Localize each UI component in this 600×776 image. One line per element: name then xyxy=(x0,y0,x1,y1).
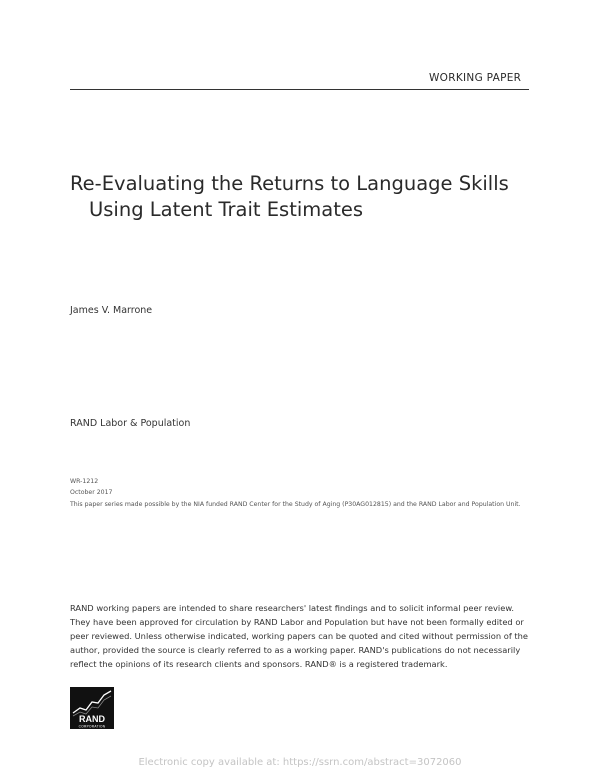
series-label: WORKING PAPER xyxy=(429,72,522,84)
header-rule xyxy=(70,89,529,90)
rand-logo xyxy=(70,687,114,729)
division-name: RAND Labor & Population xyxy=(70,418,191,429)
logo-tagline: CORPORATION xyxy=(78,724,106,729)
title-line-1: Re-Evaluating the Returns to Language Skills xyxy=(70,172,509,195)
report-date: October 2017 xyxy=(70,489,113,496)
document-title xyxy=(70,171,540,223)
author-name: James V. Marrone xyxy=(70,305,153,316)
ssrn-footer[interactable]: Electronic copy available at: https://ssrn.com/abstract=3072060 xyxy=(138,757,462,768)
rand-logo-mark xyxy=(70,687,114,729)
title-line-2: Using Latent Trait Estimates xyxy=(89,198,364,221)
logo-wordmark: RAND xyxy=(79,714,105,724)
disclaimer-text: RAND working papers are intended to share researchers' latest findings and to solicit informal peer review. They have been approved for circulation by RAND Labor and Population but have not been formally edited or peer reviewed. Unless otherwise indicated, working papers can be quoted and cited without permission of the author, provided the source is clearly referred to as a working paper. RAND's publications do not necessarily reflect the opinions of its research clients and sponsors. RAND® is a registered trademark. xyxy=(70,603,529,669)
report-id: WR-1212 xyxy=(70,478,99,485)
funding-note: This paper series made possible by the NIA funded RAND Center for the Study of Aging (P30AG012815) and the RAND Labor and Population Unit. xyxy=(70,501,521,508)
